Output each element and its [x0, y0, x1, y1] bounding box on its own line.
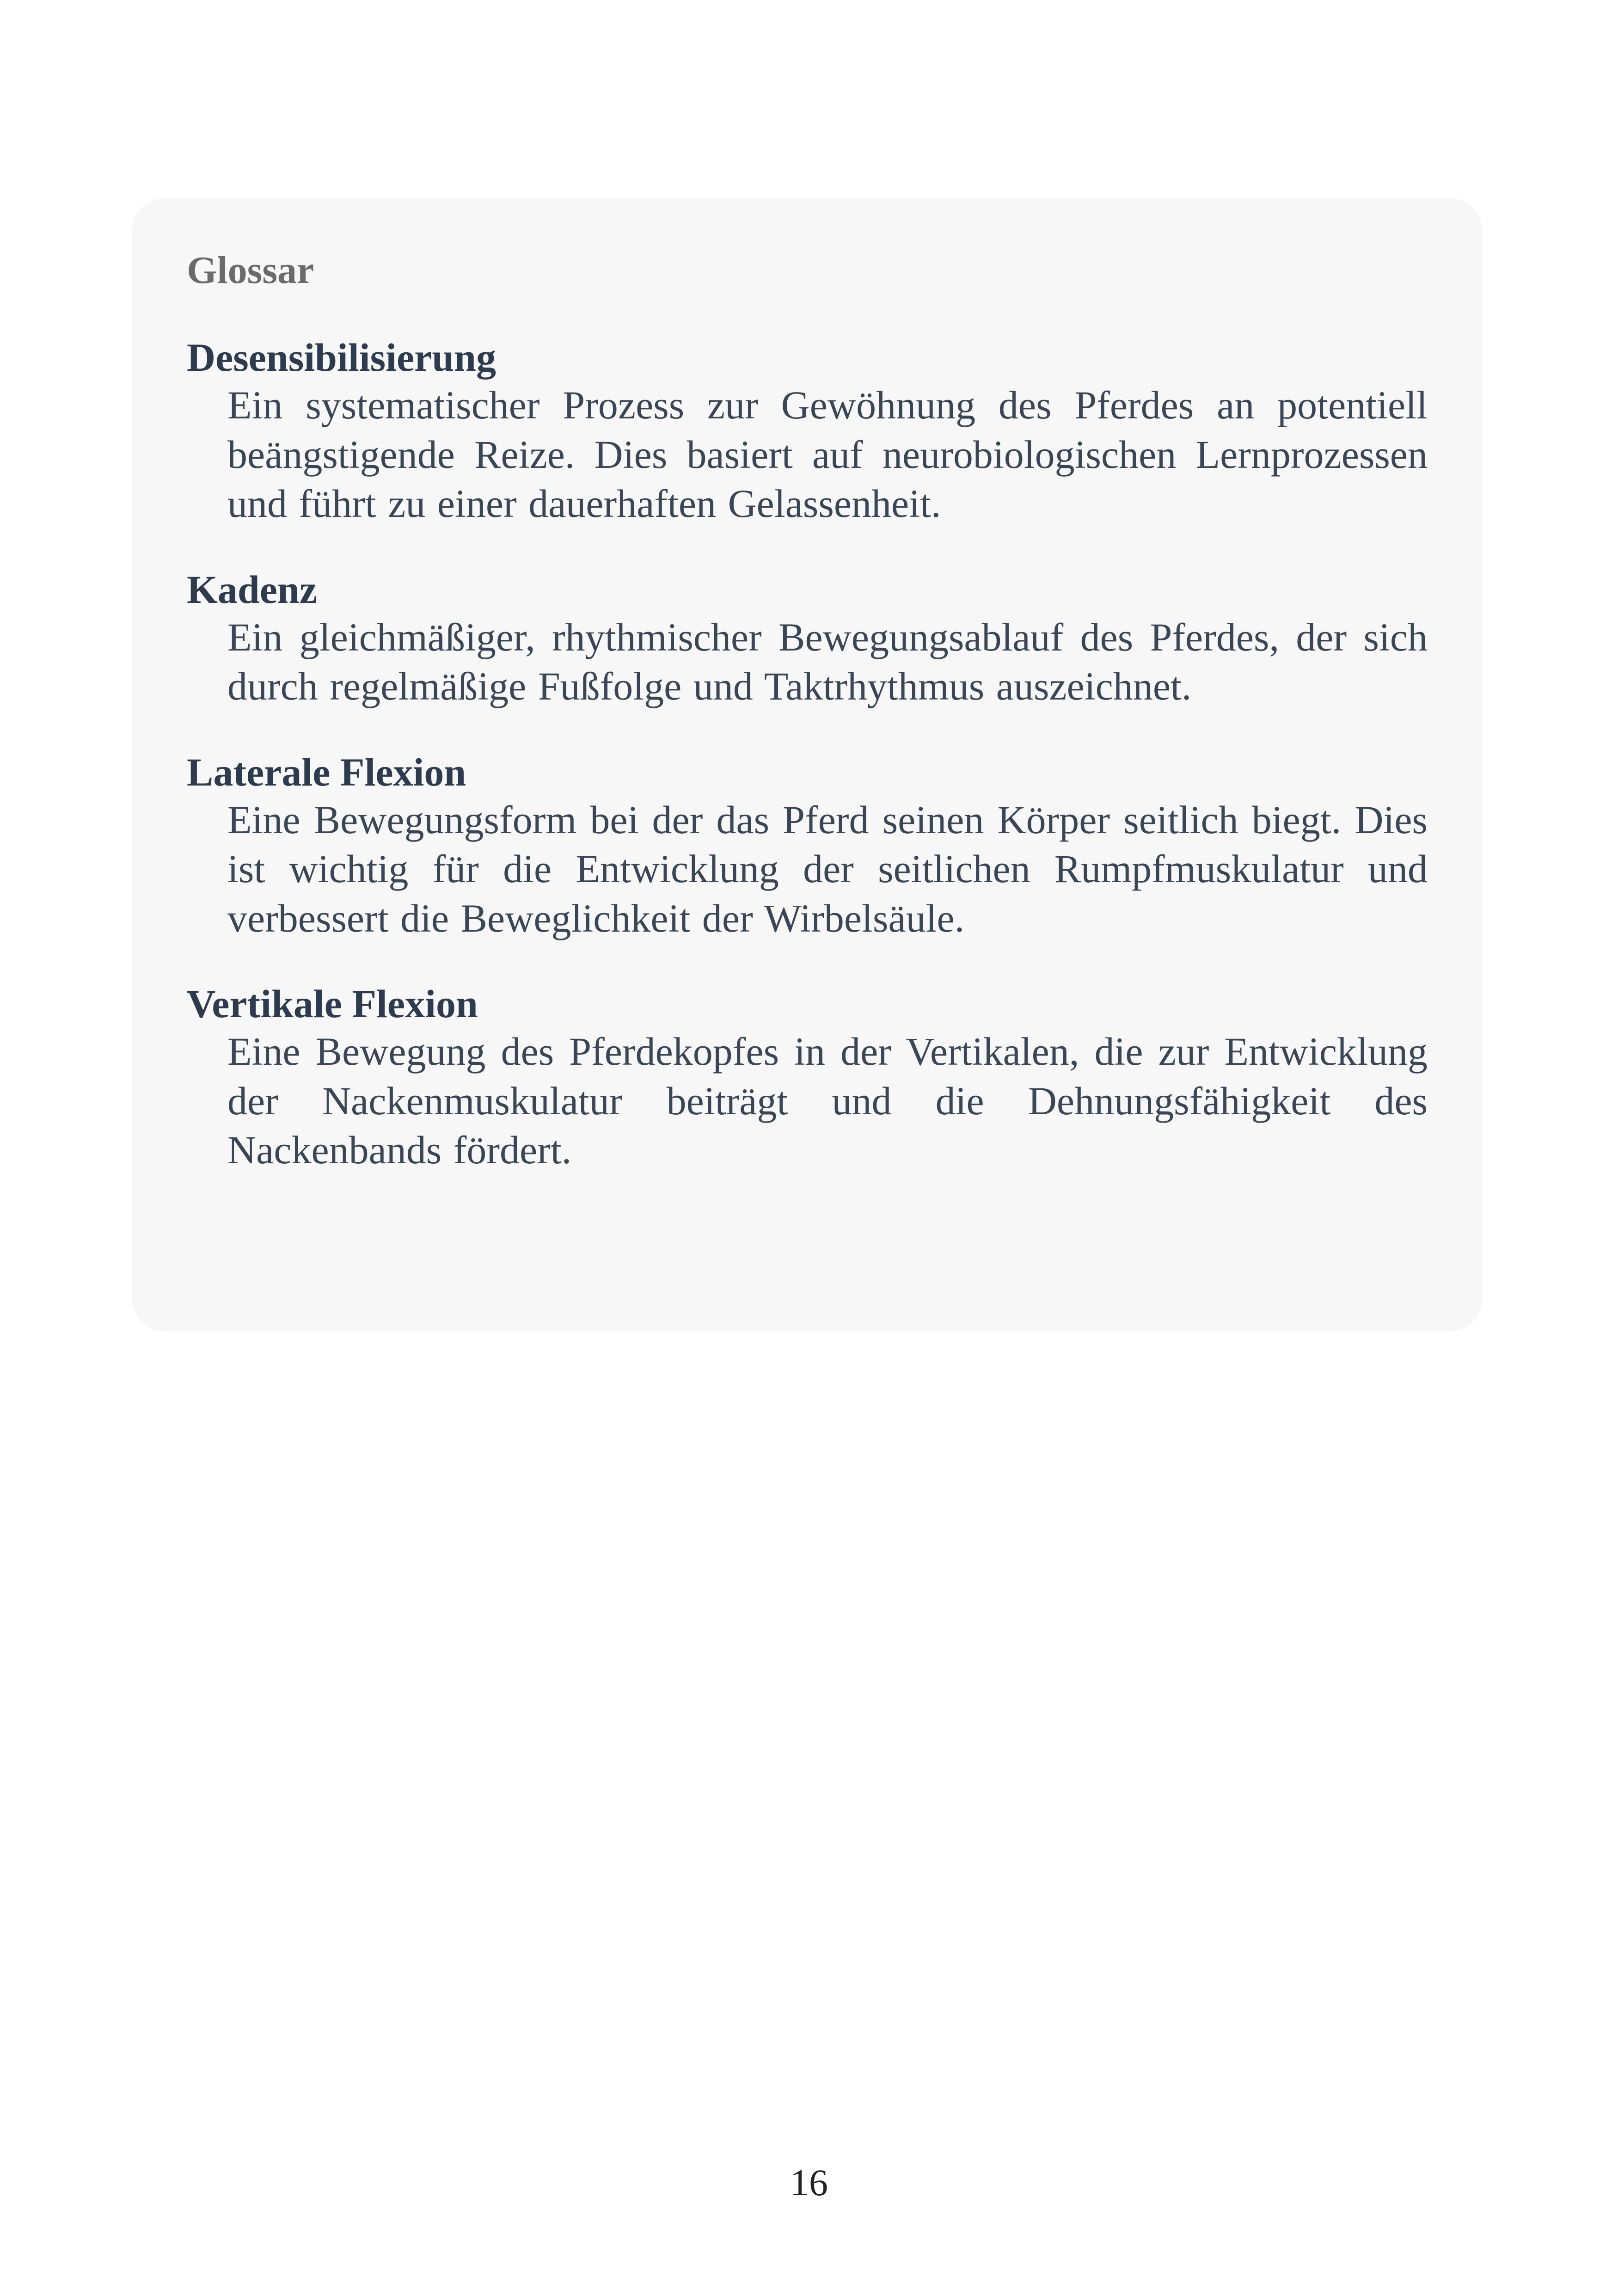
glossary-term: Laterale Flexion	[187, 749, 466, 794]
glossary-term: Desensibilisierung	[187, 335, 496, 380]
glossary-entry	[187, 749, 1428, 943]
glossary-term: Kadenz	[187, 567, 317, 612]
glossary-definition: Eine Bewegung des Pferdekopfes in der Vertikalen, die zur Entwicklung der Nackenmuskulatur beiträgt und die Dehnungsfähigkeit des Nackenbands fördert.	[227, 1029, 1428, 1172]
glossary-entry	[187, 566, 1428, 711]
glossary-entry	[187, 334, 1428, 528]
page-number: 16	[790, 2161, 828, 2204]
glossary-entry	[187, 981, 1428, 1175]
glossary-box	[132, 198, 1482, 1332]
glossary-definition: Ein systematischer Prozess zur Gewöhnung des Pferdes an potentiell beängstigende Reize. Dies basiert auf neurobiologischen Lernprozessen und führt zu einer dauerhaften Gelassenheit.	[227, 383, 1428, 526]
glossary-definition: Ein gleichmäßiger, rhythmischer Bewegungsablauf des Pferdes, der sich durch regelmäßige Fußfolge und Taktrhythmus auszeichnet.	[227, 614, 1428, 708]
glossary-definition: Eine Bewegungsform bei der das Pferd seinen Körper seitlich biegt. Dies ist wichtig für die Entwicklung der seitlichen Rumpfmuskulatur und verbessert die Beweglichkeit der Wirbelsäule.	[227, 797, 1428, 940]
glossary-term: Vertikale Flexion	[187, 982, 478, 1026]
glossary-title: Glossar	[187, 249, 314, 292]
